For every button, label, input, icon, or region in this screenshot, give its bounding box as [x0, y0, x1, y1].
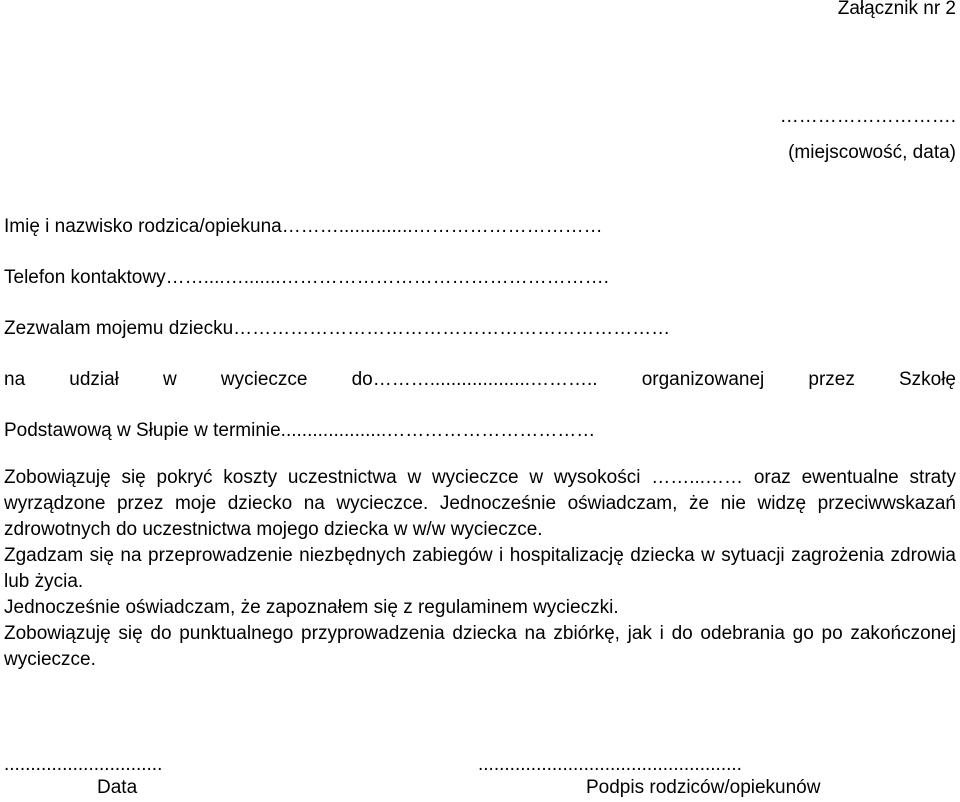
attachment-label: Załącznik nr 2 — [837, 0, 956, 19]
costs-paragraph: Zobowiązuję się pokryć koszty uczestnictwa w wycieczce w wysokości ……...…… oraz ewentualne straty wyrządzone przez moje dziecko na wycieczce. Jednocześnie oświadczam, że nie widzę przeciwwskazań zdrowotnych do uczestnictwa mojego dziecka w w/w wycieczce. — [4, 467, 956, 540]
place-date-label: (miejscowość, data) — [788, 142, 956, 163]
rules-paragraph: Jednocześnie oświadczam, że zapoznałem się z regulaminem wycieczki. — [4, 597, 619, 618]
trip-destination-field: na udział w wycieczce do………...................……….. organizowanej przez Szkołę — [4, 369, 956, 390]
medical-consent-paragraph: Zgadzam się na przeprowadzenie niezbędnych zabiegów i hospitalizację dziecka w sytuacji zagrożenia zdrowia lub życia. — [4, 545, 956, 592]
date-signature-dots: .............................. — [4, 754, 163, 775]
declaration-body — [4, 465, 956, 673]
child-name-field: Zezwalam mojemu dziecku…………………………………………………………… — [4, 318, 671, 339]
date-signature-label: Data — [97, 777, 138, 798]
parent-signature-dots: .................................................. — [478, 754, 742, 775]
phone-field: Telefon kontaktowy……....….......……………………………………………. — [4, 267, 609, 288]
parent-signature-label: Podpis rodziców/opiekunów — [586, 777, 821, 798]
parent-name-field: Imię i nazwisko rodzica/opiekuna………..............………………………… — [4, 216, 603, 237]
punctuality-paragraph: Zobowiązuję się do punktualnego przyprowadzenia dziecka na zbiórkę, jak i do odebrania go po zakończonej wycieczce. — [4, 623, 956, 670]
place-date-field: ………………………. — [779, 106, 956, 127]
school-date-field: Podstawową w Słupie w terminie....................…………………………… — [4, 420, 596, 441]
